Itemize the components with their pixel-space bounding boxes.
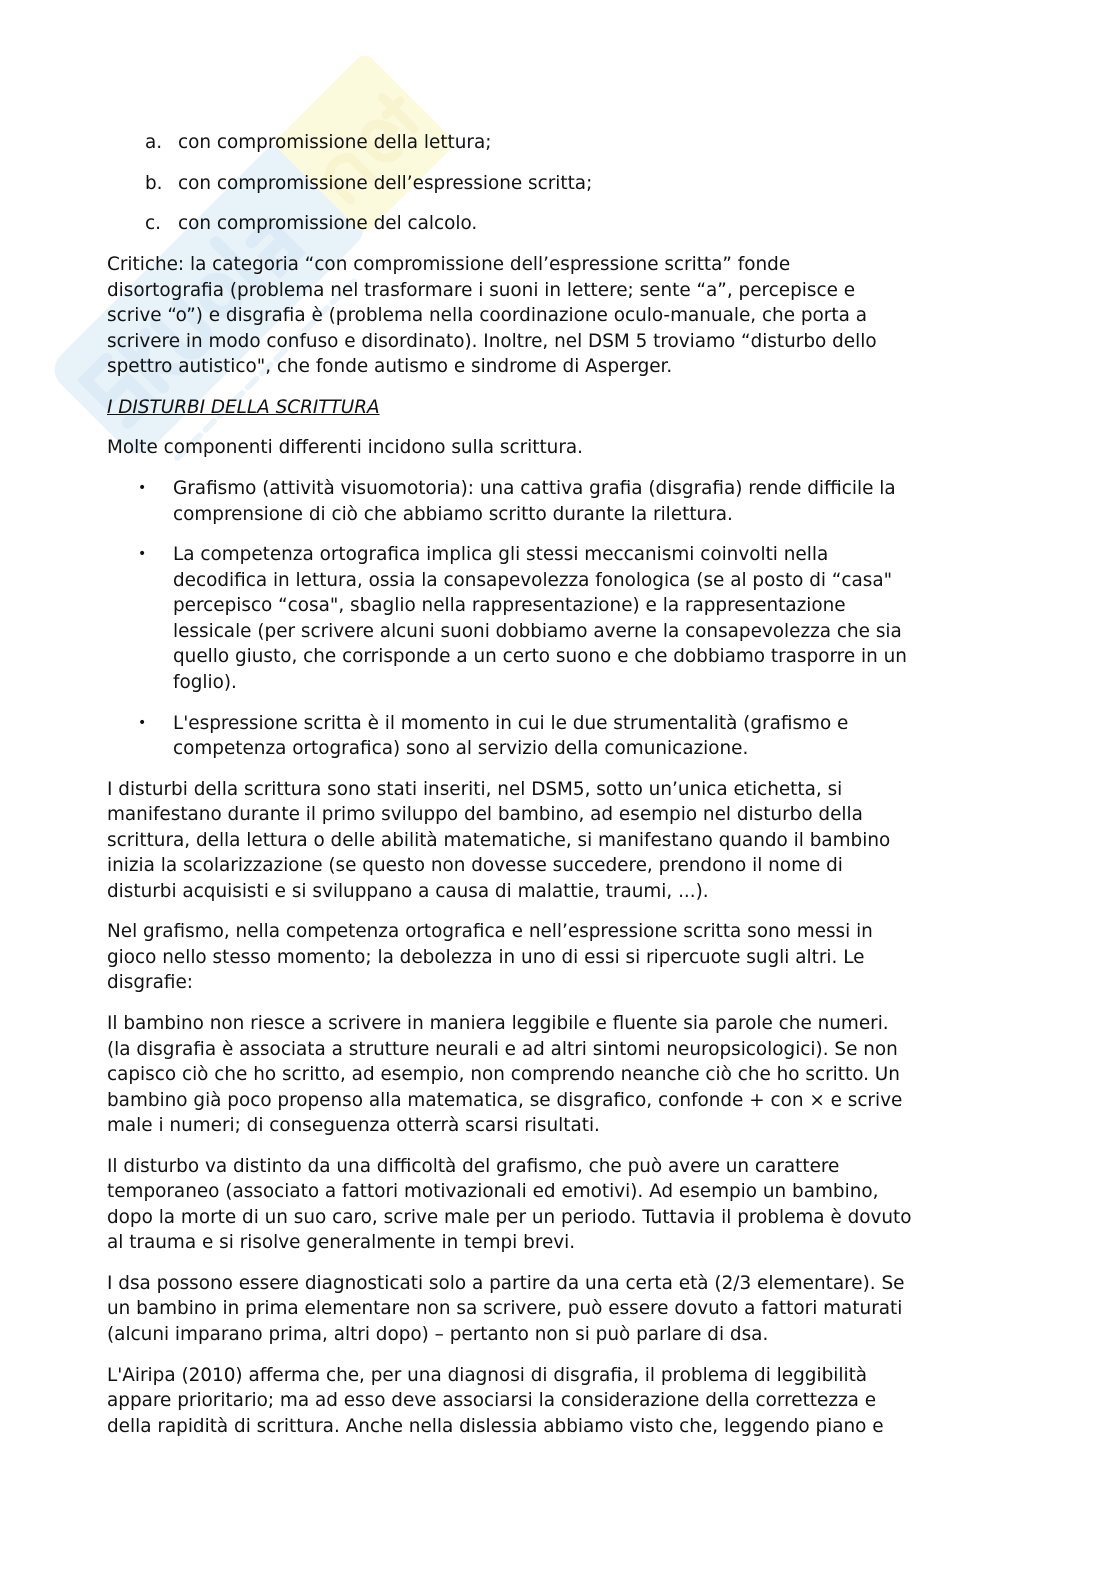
text-line: I dsa possono essere diagnosticati solo a partire da una certa età (2/3 elementare). Se: [107, 1272, 905, 1294]
paragraph: [107, 435, 1027, 461]
block-text: [178, 171, 592, 197]
text-line: capisco ciò che ho scritto, ad esempio, non comprendo neanche ciò che ho scritto. Un: [107, 1064, 900, 1086]
block-text: [107, 1154, 1027, 1256]
bullet-icon: •: [138, 480, 147, 497]
text-line: competenza ortografica) sono al servizio della comunicazione.: [173, 738, 749, 759]
text-line: gioco nello stesso momento; la debolezza in uno di essi si ripercuote sugli altri. Le: [107, 946, 865, 968]
bullet-item: [107, 476, 1027, 527]
text-line: Molte componenti differenti incidono sulla scrittura.: [107, 437, 584, 459]
paragraph: [107, 919, 1027, 996]
text-line: inizia la scolarizzazione (se questo non dovesse succedere, prendono il nome di: [107, 855, 843, 877]
text-line: I disturbi della scrittura sono stati inseriti, nel DSM5, sotto un’unica etichetta, si: [107, 778, 843, 800]
block-text: [178, 130, 491, 156]
text-line: scrivere in modo confuso e disordinato). Inoltre, nel DSM 5 troviamo “disturbo dello: [107, 330, 877, 352]
text-line: L'espressione scritta è il momento in cui le due strumentalità (grafismo e: [173, 712, 849, 734]
block-text: [107, 252, 1027, 380]
bullet-item: [107, 711, 1027, 762]
bullet-icon: •: [138, 714, 147, 731]
text-line: disturbi acquisisti e si sviluppano a causa di malattie, traumi, ...).: [107, 880, 709, 902]
text-line: (alcuni imparano prima, altri dopo) – pertanto non si può parlare di dsa.: [107, 1323, 769, 1345]
document-body: [107, 130, 1027, 1454]
block-text: [107, 395, 1027, 421]
text-line: manifestano durante il primo sviluppo del bambino, ad esempio nel disturbo della: [107, 804, 863, 826]
block-text: [173, 711, 848, 762]
block-text: [107, 1271, 1027, 1348]
block-text: [107, 919, 1027, 996]
text-line: con compromissione della lettura;: [178, 132, 492, 153]
paragraph: [107, 1363, 1027, 1440]
block-text: [107, 435, 1027, 461]
paragraph: [107, 252, 1027, 380]
text-line: foglio).: [173, 671, 237, 693]
list-item: [107, 130, 1027, 156]
text-line: della rapidità di scrittura. Anche nella dislessia abbiamo visto che, leggendo piano e: [107, 1415, 884, 1437]
text-line: al trauma e si risolve generalmente in tempi brevi.: [107, 1232, 576, 1254]
block-text: [178, 211, 477, 237]
text-line: con compromissione dell’espressione scritta;: [178, 172, 593, 194]
text-line: L'Airipa (2010) afferma che, per una diagnosi di disgrafia, il problema di leggibilità: [107, 1364, 868, 1386]
text-line: temporaneo (associato a fattori motivazionali ed emotivi). Ad esempio un bambino,: [107, 1181, 879, 1203]
text-line: disortografia (problema nel trasformare i suoni in lettere; sente “a”, percepisce e: [107, 279, 856, 301]
text-line: appare prioritario; ma ad esso deve associarsi la considerazione della correttezza e: [107, 1390, 877, 1412]
text-line: comprensione di ciò che abbiamo scritto durante la rilettura.: [173, 503, 733, 525]
paragraph: [107, 1011, 1027, 1139]
list-label: c.: [145, 213, 161, 235]
text-line: I DISTURBI DELLA SCRITTURA: [107, 396, 380, 418]
bullet-item: [107, 542, 1027, 695]
paragraph: [107, 1271, 1027, 1348]
text-line: Il disturbo va distinto da una difficoltà del grafismo, che può avere un carattere: [107, 1155, 840, 1177]
list-item: [107, 211, 1027, 237]
list-item: [107, 171, 1027, 197]
text-line: disgrafie:: [107, 972, 193, 994]
text-line: (la disgrafia è associata a strutture neurali e ad altri sintomi neuropsicologici). Se non: [107, 1038, 898, 1060]
block-text: [107, 1363, 1027, 1440]
text-line: Critiche: la categoria “con compromissione dell’espressione scritta” fonde: [107, 254, 791, 276]
block-text: [173, 542, 907, 695]
text-line: spettro autistico", che fonde autismo e sindrome di Asperger.: [107, 356, 673, 378]
text-line: Il bambino non riesce a scrivere in maniera leggibile e fluente sia parole che numeri.: [107, 1013, 889, 1035]
text-line: lessicale (per scrivere alcuni suoni dobbiamo averne la consapevolezza che sia: [173, 620, 902, 642]
text-line: La competenza ortografica implica gli stessi meccanismi coinvolti nella: [173, 544, 829, 566]
section-heading: [107, 395, 1027, 421]
text-line: quello giusto, che corrisponde a un certo suono e che dobbiamo trasporre in un: [173, 646, 907, 668]
paragraph: [107, 777, 1027, 905]
text-line: scrive “o”) e disgrafia è (problema nella coordinazione oculo-manuale, che porta a: [107, 305, 867, 327]
text-line: un bambino in prima elementare non sa scrivere, può essere dovuto a fattori maturati: [107, 1298, 903, 1320]
text-line: scrittura, della lettura o delle abilità matematiche, si manifestano quando il bambino: [107, 829, 891, 851]
text-line: con compromissione del calcolo.: [178, 213, 478, 235]
list-label: b.: [145, 172, 163, 194]
text-line: decodifica in lettura, ossia la consapevolezza fonologica (se al posto di “casa": [173, 569, 893, 591]
text-line: male i numeri; di conseguenza otterrà scarsi risultati.: [107, 1115, 600, 1137]
paragraph: [107, 1154, 1027, 1256]
text-line: dopo la morte di un suo caro, scrive male per un periodo. Tuttavia il problema è dovuto: [107, 1206, 912, 1228]
list-label: a.: [145, 132, 163, 153]
text-line: Nel grafismo, nella competenza ortografica e nell’espressione scritta sono messi in: [107, 921, 873, 943]
block-text: [107, 1011, 1027, 1139]
text-line: bambino già poco propenso alla matematica, se disgrafico, confonde + con × e scrive: [107, 1089, 903, 1111]
text-line: Grafismo (attività visuomotoria): una cattiva grafia (disgrafia) rende difficile la: [173, 478, 896, 500]
text-line: percepisco “cosa", sbaglio nella rappresentazione) e la rappresentazione: [173, 595, 846, 617]
block-text: [173, 476, 896, 527]
block-text: [107, 777, 1027, 905]
bullet-icon: •: [138, 546, 147, 563]
